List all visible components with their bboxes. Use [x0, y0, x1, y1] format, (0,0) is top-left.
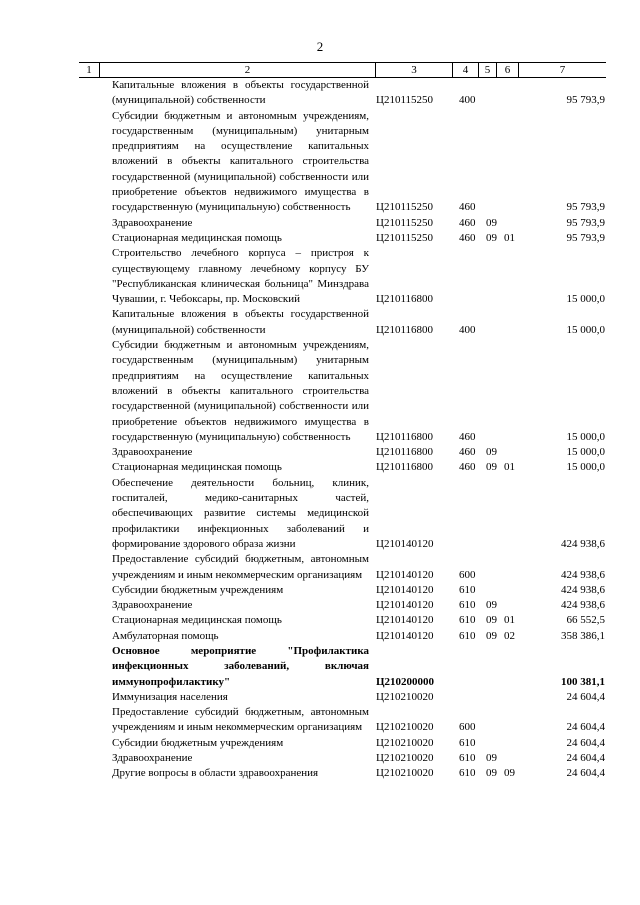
row-name: Иммунизация населения	[112, 690, 228, 703]
row-expense-type: 460	[459, 461, 476, 474]
row-name: Другие вопросы в области здравоохранения	[112, 767, 319, 780]
row-amount: 95 793,9	[566, 231, 605, 244]
row-amount: 24 604,4	[566, 767, 605, 780]
header-col-1: 1	[86, 64, 92, 76]
table-row	[0, 78, 640, 109]
row-expense-type: 610	[459, 767, 476, 780]
row-code: Ц210115250	[376, 216, 434, 229]
row-code: Ц210116800	[376, 293, 434, 306]
row-name: Стационарная медицинская помощь	[112, 614, 282, 627]
row-subsection: 09	[504, 767, 515, 780]
row-amount: 95 793,9	[566, 216, 605, 229]
row-expense-type: 610	[459, 583, 476, 596]
row-code: Ц210140120	[376, 614, 434, 627]
row-amount: 66 552,5	[566, 614, 605, 627]
row-amount: 24 604,4	[566, 721, 605, 734]
row-amount: 24 604,4	[566, 736, 605, 749]
row-amount: 95 793,9	[566, 201, 605, 214]
row-expense-type: 400	[459, 94, 476, 107]
row-code: Ц210116800	[376, 446, 434, 459]
table-row	[0, 216, 640, 231]
row-code: Ц210115250	[376, 201, 434, 214]
row-expense-type: 600	[459, 568, 476, 581]
row-code: Ц210140120	[376, 583, 434, 596]
row-expense-type: 460	[459, 446, 476, 459]
row-name: Предоставление субсидий бюджетным, автономным учреждениям и иным некоммерческим организациям	[112, 706, 369, 734]
table-row	[0, 231, 640, 246]
row-name: Здравоохранение	[112, 752, 193, 765]
row-expense-type: 460	[459, 231, 476, 244]
table-row	[0, 460, 640, 475]
table-row	[0, 307, 640, 338]
row-code: Ц210116800	[376, 461, 434, 474]
row-name: Основное мероприятие "Профилактика инфекционных заболеваний, включая иммунопрофилактику"	[112, 644, 369, 688]
table-row	[0, 246, 640, 307]
row-amount: 424 938,6	[561, 537, 605, 550]
row-amount: 15 000,0	[566, 293, 605, 306]
table-row	[0, 766, 640, 781]
row-name: Здравоохранение	[112, 599, 193, 612]
row-name: Здравоохранение	[112, 446, 193, 459]
row-code: Ц210115250	[376, 231, 434, 244]
row-expense-type: 610	[459, 614, 476, 627]
row-name: Субсидии бюджетным и автономным учреждениям, государственным (муниципальным) унитарным предприятиям на осуществление капитальных вложений в объекты капитального строительства государственной (муниципальной) собственности или приобретение объектов недвижимого имущества в государственную (муниципальную) собственность	[112, 109, 369, 214]
row-name: Здравоохранение	[112, 216, 193, 229]
row-section: 09	[486, 231, 497, 244]
row-subsection: 01	[504, 614, 515, 627]
row-amount: 15 000,0	[566, 446, 605, 459]
row-code: Ц210116800	[376, 323, 434, 336]
row-amount: 424 938,6	[561, 568, 605, 581]
row-amount: 24 604,4	[566, 690, 605, 703]
row-code: Ц210210020	[376, 767, 434, 780]
row-section: 09	[486, 446, 497, 459]
row-section: 09	[486, 216, 497, 229]
table-row	[0, 690, 640, 705]
row-code: Ц210200000	[376, 675, 435, 688]
header-col-2: 2	[244, 64, 251, 76]
table-row	[0, 705, 640, 736]
row-subsection: 01	[504, 231, 515, 244]
row-section: 09	[486, 599, 497, 612]
table-row	[0, 338, 640, 445]
row-code: Ц210116800	[376, 430, 434, 443]
row-amount: 15 000,0	[566, 461, 605, 474]
row-name: Строительство лечебного корпуса – пристроя к существующему главному лечебному корпусу БУ "Республиканская клиническая больница" Минздрава Чувашии, г. Чебоксары, пр. Московский	[112, 247, 369, 306]
table-row	[0, 736, 640, 751]
row-amount: 100 381,1	[561, 675, 605, 688]
table-row	[0, 552, 640, 583]
row-amount: 15 000,0	[566, 430, 605, 443]
row-expense-type: 610	[459, 752, 476, 765]
row-amount: 15 000,0	[566, 323, 605, 336]
row-subsection: 01	[504, 461, 515, 474]
row-expense-type: 460	[459, 201, 476, 214]
row-name: Капитальные вложения в объекты государственной (муниципальной) собственности	[112, 308, 369, 336]
row-expense-type: 610	[459, 736, 476, 749]
row-amount: 424 938,6	[561, 599, 605, 612]
table-row	[0, 644, 640, 690]
header-col-4: 4	[462, 64, 469, 76]
row-expense-type: 610	[459, 599, 476, 612]
table-row	[0, 751, 640, 766]
row-code: Ц210210020	[376, 721, 434, 734]
row-expense-type: 460	[459, 216, 476, 229]
table-body	[0, 78, 640, 782]
row-code: Ц210210020	[376, 736, 434, 749]
row-amount: 95 793,9	[566, 94, 605, 107]
row-section: 09	[486, 614, 497, 627]
row-name: Стационарная медицинская помощь	[112, 231, 282, 244]
table-row	[0, 598, 640, 613]
table-header	[79, 62, 606, 78]
row-amount: 358 386,1	[561, 629, 605, 642]
row-code: Ц210140120	[376, 537, 434, 550]
row-code: Ц210210020	[376, 690, 434, 703]
table-row	[0, 613, 640, 628]
row-name: Обеспечение деятельности больниц, клиник, госпиталей, медико-санитарных частей, обеспечивающих развитие системы медицинской профилактики инфекционных заболеваний и формирование здорового образа жизни	[112, 476, 369, 550]
page-number: 2	[316, 39, 324, 54]
row-code: Ц210140120	[376, 568, 434, 581]
row-name: Амбулаторная помощь	[112, 629, 219, 642]
header-col-3: 3	[411, 64, 417, 76]
header-col-5: 5	[484, 64, 491, 76]
row-code: Ц210115250	[376, 94, 434, 107]
row-name: Предоставление субсидий бюджетным, автономным учреждениям и иным некоммерческим организациям	[112, 553, 369, 581]
row-name: Субсидии бюджетным учреждениям	[112, 736, 284, 749]
table-row	[0, 445, 640, 460]
header-col-6: 6	[504, 64, 511, 76]
row-section: 09	[486, 767, 497, 780]
row-code: Ц210210020	[376, 752, 434, 765]
row-amount: 424 938,6	[561, 583, 605, 596]
table-row	[0, 476, 640, 552]
header-col-7: 7	[559, 64, 566, 76]
row-name: Капитальные вложения в объекты государственной (муниципальной) собственности	[112, 79, 369, 107]
row-expense-type: 600	[459, 721, 476, 734]
row-expense-type: 400	[459, 323, 476, 336]
row-expense-type: 460	[459, 430, 476, 443]
row-name: Субсидии бюджетным учреждениям	[112, 583, 284, 596]
row-name: Стационарная медицинская помощь	[112, 461, 282, 474]
row-section: 09	[486, 461, 497, 474]
row-subsection: 02	[504, 629, 515, 642]
row-section: 09	[486, 629, 497, 642]
table-row	[0, 629, 640, 644]
row-amount: 24 604,4	[566, 752, 605, 765]
row-code: Ц210140120	[376, 599, 434, 612]
row-code: Ц210140120	[376, 629, 434, 642]
table-row	[0, 109, 640, 216]
row-expense-type: 610	[459, 629, 476, 642]
table-row	[0, 583, 640, 598]
row-name: Субсидии бюджетным и автономным учреждениям, государственным (муниципальным) унитарным предприятиям на осуществление капитальных вложений в объекты капитального строительства государственной (муниципальной) собственности или приобретение объектов недвижимого имущества в государственную (муниципальную) собственность	[112, 339, 369, 443]
row-section: 09	[486, 752, 497, 765]
